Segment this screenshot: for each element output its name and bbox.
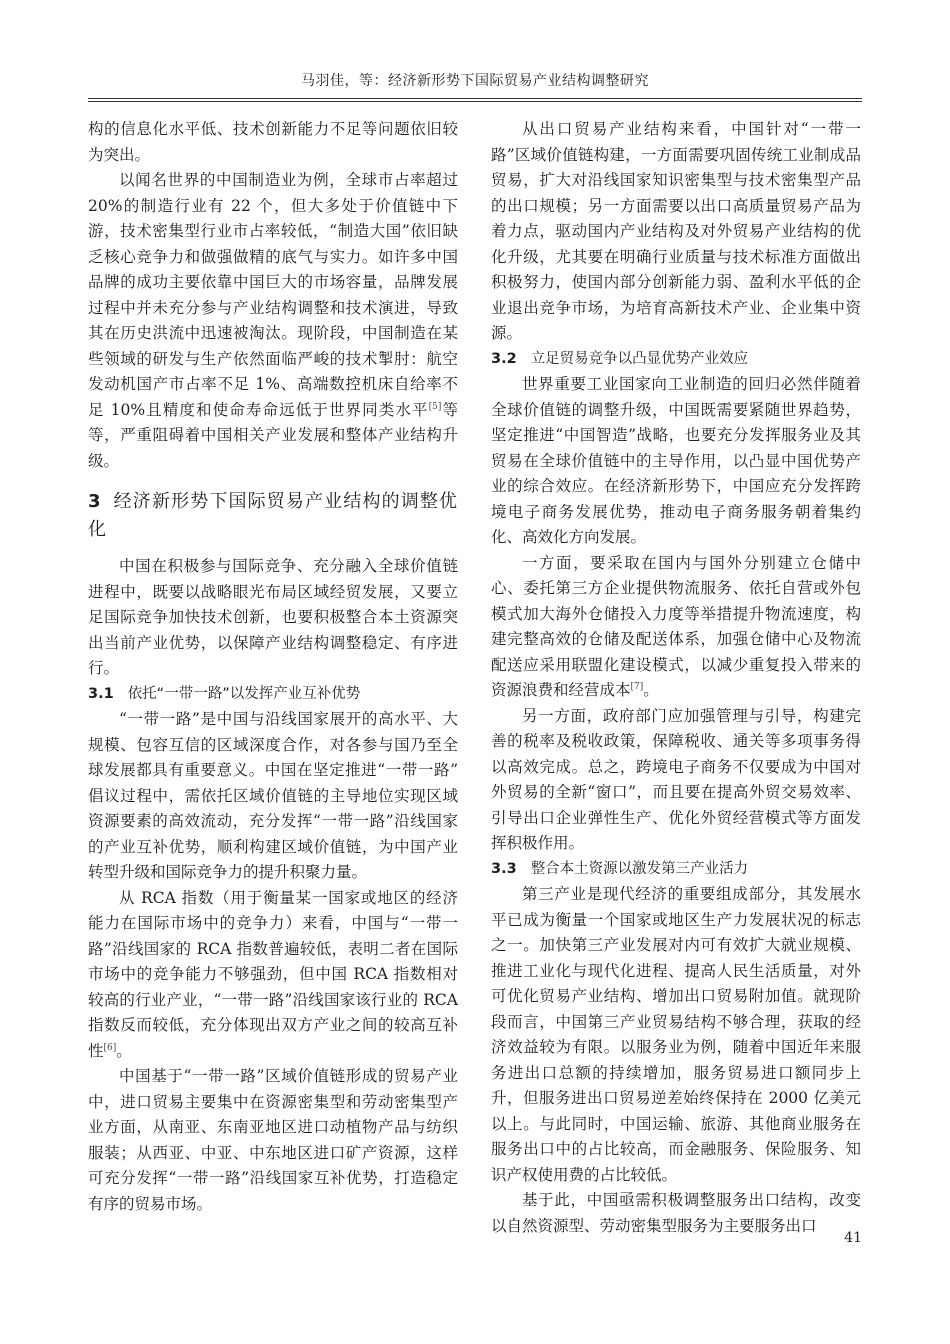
running-header: 马羽佳，等：经济新形势下国际贸易产业结构调整研究 [301, 73, 649, 89]
subsection-title: 整合本土资源以激发第三产业活力 [530, 860, 749, 877]
paragraph: 构的信息化水平低、技术创新能力不足等问题依旧较为突出。 [88, 120, 458, 164]
citation-ref: [7] [630, 681, 644, 692]
subsection-number: 3.3 [491, 860, 517, 877]
paragraph-text: 。 [116, 1041, 132, 1060]
paragraph: 中国在积极参与国际竞争、充分融入全球价值链进程中，既要以战略眼光布局区域经贸发展，又要立足国际竞争加快技术创新，也要积极整合本土资源突出当前产业优势，以保障产业结构调整稳定、有序进行。 [88, 557, 458, 677]
paragraph-text: 一方面，要采取在国内与国外分别建立仓储中心、委托第三方企业提供物流服务、依托自营或外包模式加大海外仓储投入力度等举措提升物流速度，构建完整高效的仓储及配送体系，加强仓储中心及物流配送应采用联盟化建设模式，以减少重复投入带来的资源浪费和经营成本 [491, 553, 861, 699]
section-title: 经济新形势下国际贸易产业结构的调整优化 [88, 491, 458, 540]
page-number: 41 [844, 1230, 862, 1246]
paragraph [88, 886, 458, 1065]
subsection-title: 依托“一带一路”以发挥产业互补优势 [127, 685, 361, 702]
subsection-number: 3.1 [88, 685, 114, 702]
paragraph [88, 168, 458, 474]
section-number: 3 [88, 491, 102, 512]
citation-ref: [5] [428, 401, 442, 412]
subsection-title: 立足贸易竞争以凸显优势产业效应 [530, 350, 749, 367]
paragraph: 基于此，中国亟需积极调整服务出口结构，改变以自然资源型、劳动密集型服务为主要服务出口 [491, 1191, 861, 1235]
paragraph: “一带一路”是中国与沿线国家展开的高水平、大规模、包容互信的区域深度合作，对各参与国乃至全球发展都具有重要意义。中国在坚定推进“一带一路” 倡议过程中，需依托区域价值链的主导地位实现区域资源要素的高效流动，充分发挥“一带一路”沿线国家的产业互补优势，顺利构建区域价值链，为中国产业转型升级和国际竞争力的提升积聚力量。 [88, 710, 458, 881]
header-rule-thick [88, 98, 862, 99]
paragraph [491, 551, 861, 704]
paragraph-text: 。 [643, 681, 659, 699]
citation-ref: [6] [103, 1042, 117, 1053]
left-column [88, 117, 458, 1217]
paragraph: 世界重要工业国家向工业制造的回归必然伴随着全球价值链的调整升级，中国既需要紧随世界趋势，坚定推进“中国智造”战略，也要充分发挥服务业及其贸易在全球价值链中的主导作用，以凸显中国优势产业的综合效应。在经济新形势下，中国应充分发挥跨境电子商务发展优势，推动电子商务服务朝着集约化、高效化方向发展。 [491, 375, 861, 546]
paragraph-text: 从 RCA 指数（用于衡量某一国家或地区的经济能力在国际市场中的竞争力）来看，中国与“一带一路”沿线国家的 RCA 指数普遍较低，表明二者在国际市场中的竞争能力不够强劲，但中国 RCA 指数相对较高的行业产业，“一带一路”沿线国家该行业的 RCA 指数反而较低，充分体现出双方产业之间的较高互补性 [88, 888, 458, 1060]
paragraph-text: 以闻名世界的中国制造业为例，全球市占率超过 20%的制造行业有 22 个，但大多处于价值链中下游，技术密集型行业市占率较低，“制造大国”依旧缺乏核心竞争力和做强做精的底气与实力。如许多中国品牌的成功主要依靠中国巨大的市场容量，品牌发展过程中并未充分参与产业结构调整和技术演进，导致其在历史洪流中迅速被淘汰。现阶段，中国制造在某些领域的研发与生产依然面临严峻的技术掣肘：航空发动机国产市占率不足 1%、高端数控机床自给率不足 10%且精度和使命寿命远低于世界同类水平 [88, 171, 458, 419]
right-column [491, 117, 861, 1239]
subsection-heading [491, 347, 861, 373]
paragraph: 从出口贸易产业结构来看，中国针对“一带一路”区域价值链构建，一方面需要巩固传统工业制成品贸易，扩大对沿线国家知识密集型与技术密集型产品的出口规模；另一方面需要以出口高质量贸易产品为着力点，驱动国内产业结构及对外贸易产业结构的优化升级，尤其要在明确行业质量与技术标准方面做出积极努力，使国内部分创新能力弱、盈利水平低的企业退出竞争市场，为培育高新技术产业、企业集中资源。 [491, 120, 861, 342]
paragraph-text: 等等，严重阻碍着中国相关产业发展和整体产业结构升级。 [88, 400, 458, 470]
subsection-heading [491, 857, 861, 883]
subsection-number: 3.2 [491, 350, 517, 367]
paragraph: 中国基于“一带一路”区域价值链形成的贸易产业中，进口贸易主要集中在资源密集型和劳动密集型产业方面，从南亚、东南亚地区进口动植物产品与纺织服装；从西亚、中亚、中东地区进口矿产资源，这样可充分发挥“一带一路”沿线国家互补优势，打造稳定有序的贸易市场。 [88, 1067, 458, 1213]
paragraph: 第三产业是现代经济的重要组成部分，其发展水平已成为衡量一个国家或地区生产力发展状况的标志之一。加快第三产业发展对内可有效扩大就业规模、推进工业化与现代化进程、提高人民生活质量，对外可优化贸易产业结构、增加出口贸易附加值。就现阶段而言，中国第三产业贸易结构不够合理，获取的经济效益较为有限。以服务业为例，随着中国近年来服务进出口总额的持续增加，服务贸易进口额同步上升，但服务进出口贸易逆差始终保持在 2000 亿美元以上。与此同时，中国运输、旅游、其他商业服务在服务出口中的占比较高，而金融服务、保险服务、知识产权使用费的占比较低。 [491, 885, 861, 1184]
header-rule-thin [88, 101, 862, 102]
section-heading [88, 488, 458, 544]
paragraph: 另一方面，政府部门应加强管理与引导，构建完善的税率及税收政策，保障税收、通关等多项事务得以高效完成。总之，跨境电子商务不仅要成为中国对外贸易的全新“窗口”，而且要在提高外贸交易效率、引导出口企业弹性生产、优化外贸经营模式等方面发挥积极作用。 [491, 706, 861, 852]
subsection-heading [88, 682, 458, 708]
